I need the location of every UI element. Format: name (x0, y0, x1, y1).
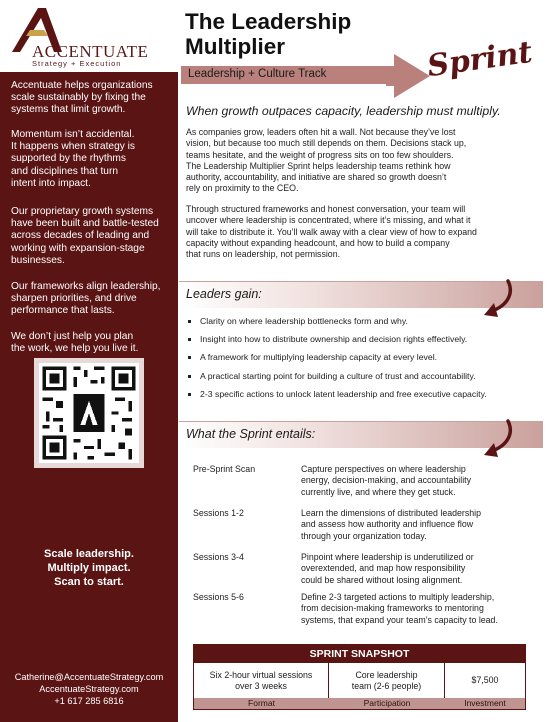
sidebar-line: and disciplines that turn (11, 165, 119, 177)
schedule-label: Sessions 3-4 (193, 552, 244, 562)
sidebar-line: Our proprietary growth systems (11, 206, 154, 217)
list-item: Insight into how to distribute ownership and decision rights effectively. (186, 334, 542, 352)
curved-arrow-icon (480, 279, 516, 321)
schedule-label: Sessions 5-6 (193, 592, 244, 602)
intro-line: As companies grow, leaders often hit a wall. Not because they’ve lost (186, 127, 456, 137)
schedule-description (301, 508, 541, 542)
contact-phone[interactable]: +1 617 285 6816 (54, 696, 124, 706)
sidebar-line: Momentum isn’t accidental. (11, 129, 135, 140)
intro-line: Through structured frameworks and honest conversation, your team will (186, 204, 466, 214)
intro-line: authority, accountability, and initiative are shared so growth doesn’t (186, 172, 447, 183)
schedule-line: Pinpoint where leadership is underutilized or (301, 552, 474, 562)
intro-line: vision, but because too much still depends on them. Decisions stack up, (186, 138, 467, 149)
schedule-line: overextended, and map how responsibility (301, 563, 466, 574)
schedule-description (301, 552, 541, 586)
sidebar-line: scale sustainably by fixing the (11, 92, 146, 104)
list-item: A practical starting point for building a culture of trust and accountability. (186, 371, 542, 389)
intro-line: will take to distribute it. You’ll walk away with a clear view of how to expand (186, 226, 477, 237)
qr-code[interactable] (34, 358, 144, 468)
snapshot-footer-row (194, 698, 525, 709)
sidebar-paragraph-4 (11, 281, 171, 318)
contact-email[interactable]: Catherine@AccentuateStrategy.com (14, 672, 164, 682)
gains-title: Leaders gain: (186, 287, 262, 301)
schedule-description (301, 592, 541, 626)
intro-line: that runs on leadership, not permission. (186, 249, 341, 260)
sidebar-line: the work, we help you live it. (11, 343, 139, 355)
schedule-line: and assess how authority and influence flow (301, 519, 474, 530)
title-line: The Leadership (185, 9, 352, 34)
qr-code-icon (39, 363, 139, 463)
intro-line: capacity without expanding headcount, and how to build a company (186, 237, 450, 248)
snapshot-participation-cell (329, 663, 445, 698)
brand-name: ACCENTUATE (32, 42, 149, 61)
list-item: A framework for multiplying leadership capacity at every level. (186, 352, 542, 370)
table-row (194, 663, 525, 698)
sidebar-line: have been built and battle-tested (11, 218, 159, 230)
brand-logo (8, 6, 172, 66)
snapshot-footer-investment: Investment (464, 698, 506, 708)
page-title (185, 9, 405, 59)
schedule-description (301, 464, 541, 498)
schedule-line: could be shared without losing alignment. (301, 574, 463, 585)
snapshot-footer-format: Format (248, 698, 275, 708)
sidebar-line: It happens when strategy is (11, 141, 136, 153)
snapshot-footer-participation: Participation (363, 698, 411, 708)
sidebar-paragraph-5 (11, 331, 171, 355)
sprint-script-word: Sprint (425, 34, 535, 85)
schedule-line: through your organization today. (301, 530, 427, 541)
sidebar-line: Our frameworks align leadership, (11, 281, 161, 292)
curved-arrow-icon (480, 419, 516, 461)
track-label: Leadership + Culture Track (188, 68, 327, 80)
sidebar-paragraph-2 (11, 129, 171, 190)
cell-line: Six 2-hour virtual sessions (209, 669, 313, 680)
tagline: When growth outpaces capacity, leadership must multiply. (186, 104, 501, 118)
gains-list (186, 316, 542, 407)
brand-subtitle: Strategy + Execution (32, 59, 122, 68)
arrow-right-icon (386, 54, 430, 98)
schedule-line: Define 2-3 targeted actions to multiply leadership, (301, 592, 495, 602)
sidebar-line: systems that limit growth. (11, 104, 126, 116)
intro-paragraph-1 (186, 127, 541, 195)
cell-line: over 3 weeks (235, 680, 287, 691)
schedule-line: energy, decision-making, and accountability (301, 475, 472, 486)
contact-website[interactable]: AccentuateStrategy.com (39, 684, 139, 694)
sidebar-line: supported by the rhythms (11, 153, 126, 165)
list-item: 2-3 specific actions to unlock latent leadership and free executive capacity. (186, 389, 542, 407)
sprint-snapshot-table (193, 644, 526, 710)
sidebar-line: businesses. (11, 254, 65, 266)
sidebar-paragraph-3 (11, 206, 171, 267)
sidebar (0, 0, 178, 722)
list-item: Clarity on where leadership bottlenecks form and why. (186, 316, 542, 334)
sidebar-line: working with expansion-stage (11, 242, 145, 254)
sidebar-line: We don’t just help you plan (11, 331, 134, 342)
snapshot-investment-cell: $7,500 (471, 675, 499, 685)
title-line: Multiplier (185, 34, 285, 59)
sidebar-line: intent into impact. (11, 177, 91, 189)
schedule-label: Sessions 1-2 (193, 508, 244, 518)
sidebar-line: sharpen priorities, and drive (11, 293, 137, 305)
intro-line: The Leadership Multiplier Sprint helps leadership teams rethink how (186, 160, 451, 171)
sprint-title: What the Sprint entails: (186, 427, 316, 441)
cell-line: Core leadership (355, 669, 418, 680)
scan-cta-line-1: Scale leadership. (44, 548, 134, 560)
sidebar-line: across decades of leading and (11, 230, 150, 242)
schedule-line: Capture perspectives on where leadership (301, 464, 466, 474)
schedule-line: Learn the dimensions of distributed leadership (301, 508, 481, 518)
sidebar-line: performance that lasts. (11, 305, 115, 317)
sidebar-line: Accentuate helps organizations (11, 80, 153, 91)
snapshot-format-cell (194, 663, 329, 698)
intro-line: rely on proximity to the CEO. (186, 183, 299, 194)
schedule-line: from decision-making frameworks to mentoring (301, 603, 484, 614)
sidebar-paragraph-1 (11, 80, 171, 117)
scan-cta-line-3: Scan to start. (54, 576, 124, 588)
snapshot-title: SPRINT SNAPSHOT (194, 645, 525, 663)
schedule-line: currently live, and where they get stuck. (301, 486, 456, 497)
intro-line: teams hesitate, and the weight of progress sits on too few shoulders. (186, 149, 454, 160)
intro-line: uncover where leadership is concentrated, where it’s missing, and what it (186, 215, 471, 226)
scan-cta-line-2: Multiply impact. (47, 562, 131, 574)
schedule-line: systems, that expand your team’s capacity to lead. (301, 614, 498, 625)
intro-paragraph-2 (186, 204, 541, 260)
schedule-label: Pre-Sprint Scan (193, 464, 256, 474)
cell-line: team (2-6 people) (351, 680, 422, 691)
